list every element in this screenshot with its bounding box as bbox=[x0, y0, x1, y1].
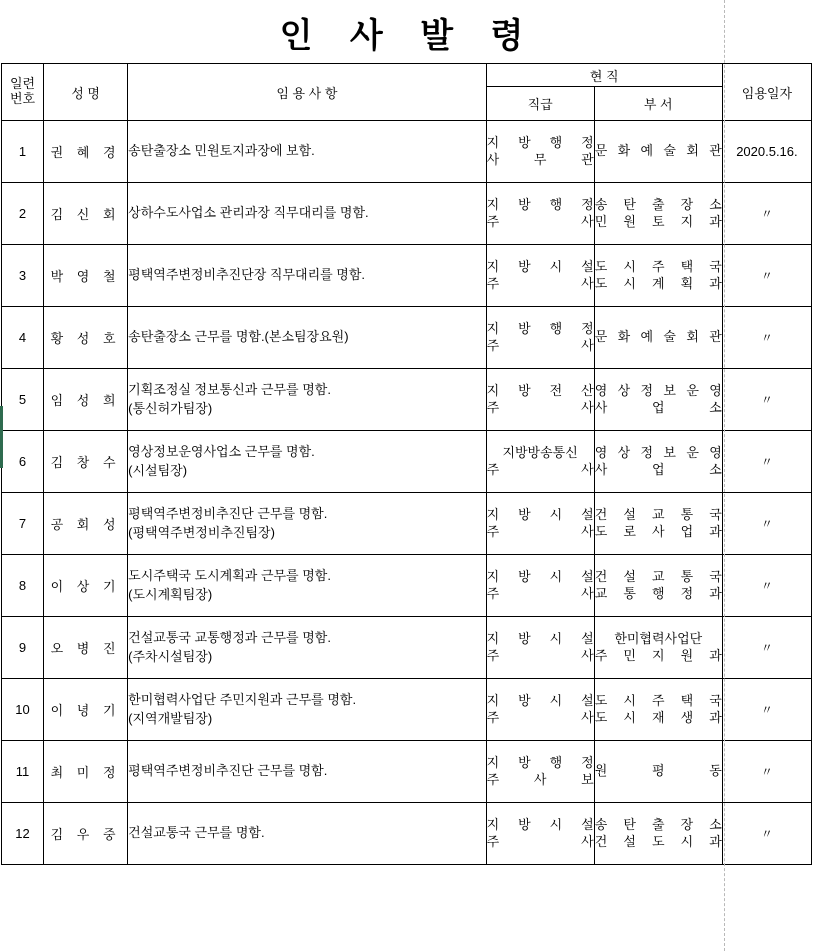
cell-dept bbox=[594, 183, 722, 245]
cell-text-part: 도 bbox=[594, 258, 608, 274]
table-row[interactable] bbox=[2, 679, 812, 741]
cell-no: 10 bbox=[2, 679, 44, 741]
cell-text-part: 업 bbox=[680, 523, 694, 539]
cell-text-part: 사 bbox=[581, 585, 594, 601]
cell-text-part: 도 bbox=[594, 523, 608, 539]
cell-text-part: 주 bbox=[486, 461, 500, 477]
cell-text-part: 지 bbox=[651, 647, 665, 663]
cell-date: 〃 bbox=[722, 555, 811, 617]
cell-text-part: 예 bbox=[640, 143, 654, 159]
cell-text-part: 업 bbox=[651, 461, 665, 477]
cell-text-part: 송 bbox=[594, 816, 608, 832]
cell-text-part: 출 bbox=[651, 196, 665, 212]
cell-text-part: 송 bbox=[594, 196, 608, 212]
cell-text-part: 시 bbox=[549, 506, 563, 522]
cell-grade bbox=[486, 679, 594, 741]
table-body bbox=[2, 121, 812, 865]
cell-description bbox=[128, 369, 486, 431]
cell-text-part: 민 bbox=[623, 647, 636, 663]
cell-text-part: 도 bbox=[594, 709, 608, 725]
description-main: 평택역주변정비추진단 근무를 명함. bbox=[128, 505, 328, 521]
cell-text-part: 택 bbox=[680, 692, 694, 708]
cell-text-part: 지 bbox=[486, 134, 500, 150]
cell-text-part: 예 bbox=[640, 329, 654, 345]
cell-no: 5 bbox=[2, 369, 44, 431]
cell-no: 6 bbox=[2, 431, 44, 493]
cell-dept bbox=[594, 121, 722, 183]
cell-description bbox=[128, 431, 486, 493]
cell-text-part: 건 bbox=[594, 833, 608, 849]
cell-text-part: 시 bbox=[549, 630, 563, 646]
cell-text-part: 탄 bbox=[623, 196, 636, 212]
cell-text-part: 과 bbox=[709, 523, 722, 539]
description-sub: (통신허가팀장) bbox=[128, 400, 213, 416]
cell-text-part: 국 bbox=[709, 692, 722, 708]
cell-description bbox=[128, 679, 486, 741]
cell-text-part: 방 bbox=[518, 754, 531, 770]
cell-text-part: 화 bbox=[617, 143, 631, 159]
cell-text-part: 방 bbox=[518, 196, 531, 212]
cell-grade bbox=[486, 803, 594, 865]
cell-text-part: 동 bbox=[709, 763, 722, 779]
cell-text-part: 설 bbox=[623, 568, 636, 584]
cell-text-part: 사 bbox=[594, 461, 608, 477]
cell-text-part: 회 bbox=[686, 143, 699, 159]
cell-text-part: 영 bbox=[709, 382, 722, 398]
header-date: 임용일자 bbox=[722, 64, 811, 121]
cell-text-part: 국 bbox=[709, 568, 722, 584]
cell-dept bbox=[594, 741, 722, 803]
cell-text-part: 주 bbox=[486, 337, 500, 353]
cell-text-part: 사 bbox=[581, 461, 594, 477]
cell-text-part: 소 bbox=[709, 196, 722, 212]
cell-text-part: 전 bbox=[549, 382, 563, 398]
cell-name: 이 녕 기 bbox=[44, 679, 128, 741]
cell-text-part: 계 bbox=[651, 275, 665, 291]
cell-date: 〃 bbox=[722, 183, 811, 245]
cell-description bbox=[128, 803, 486, 865]
cell-text-part: 보 bbox=[663, 444, 676, 460]
cell-text-part: 원 bbox=[594, 763, 608, 779]
cell-text-part: 보 bbox=[581, 771, 594, 787]
cell-name: 이 상 기 bbox=[44, 555, 128, 617]
cell-text-part: 정 bbox=[640, 444, 654, 460]
cell-text-part: 사 bbox=[581, 213, 594, 229]
cell-dept bbox=[594, 555, 722, 617]
header-name: 성 명 bbox=[44, 64, 128, 121]
description-main: 송탄출장소 민원토지과장에 보함. bbox=[128, 143, 315, 159]
cell-text-part: 정 bbox=[581, 134, 594, 150]
cell-text-part: 방 bbox=[518, 258, 531, 274]
page-title: 인 사 발 령 bbox=[279, 17, 538, 55]
cell-text-part: 지 bbox=[486, 506, 500, 522]
cell-text-part: 문 bbox=[594, 143, 608, 159]
table-row[interactable] bbox=[2, 369, 812, 431]
row-selection-marker bbox=[0, 406, 3, 468]
cell-no: 3 bbox=[2, 245, 44, 307]
cell-text-part: 정 bbox=[581, 196, 594, 212]
cell-date: 〃 bbox=[722, 369, 811, 431]
cell-text-part: 회 bbox=[686, 329, 699, 345]
cell-text-part: 탄 bbox=[623, 816, 636, 832]
cell-text-part: 시 bbox=[549, 568, 563, 584]
cell-name: 최 미 정 bbox=[44, 741, 128, 803]
cell-dept bbox=[594, 803, 722, 865]
cell-text-part: 방 bbox=[518, 816, 531, 832]
cell-text-part: 건 bbox=[594, 506, 608, 522]
cell-name: 황 성 호 bbox=[44, 307, 128, 369]
cell-text-part: 관 bbox=[709, 143, 722, 159]
cell-text-part: 국 bbox=[709, 506, 722, 522]
cell-text-part: 민 bbox=[594, 213, 608, 229]
cell-text-part: 사 bbox=[581, 399, 594, 415]
cell-text-part: 관 bbox=[709, 329, 722, 345]
cell-text-part: 주 bbox=[486, 833, 500, 849]
cell-text-part: 방 bbox=[518, 134, 531, 150]
cell-text-part: 재 bbox=[651, 709, 665, 725]
cell-text-part: 지방방송통신 bbox=[502, 444, 578, 460]
cell-text-part: 지 bbox=[486, 630, 500, 646]
cell-name: 임 성 희 bbox=[44, 369, 128, 431]
cell-text-part: 지 bbox=[486, 258, 500, 274]
cell-dept bbox=[594, 431, 722, 493]
cell-text-part: 원 bbox=[680, 647, 694, 663]
cell-text-part: 소 bbox=[709, 816, 722, 832]
cell-text-part: 통 bbox=[680, 568, 694, 584]
cell-text-part: 지 bbox=[486, 382, 500, 398]
cell-text-part: 화 bbox=[617, 329, 631, 345]
cell-text-part: 지 bbox=[486, 754, 500, 770]
table-row[interactable] bbox=[2, 121, 812, 183]
cell-text-part: 장 bbox=[680, 816, 694, 832]
cell-text-part: 방 bbox=[518, 506, 531, 522]
cell-text-part: 시 bbox=[623, 709, 636, 725]
cell-text-part: 사 bbox=[486, 151, 500, 167]
cell-no: 4 bbox=[2, 307, 44, 369]
cell-date: 〃 bbox=[722, 803, 811, 865]
description-main: 송탄출장소 근무를 명함.(본소팀장요원) bbox=[128, 329, 349, 345]
cell-text-part: 설 bbox=[581, 692, 594, 708]
cell-text-part: 지 bbox=[486, 196, 500, 212]
cell-date: 〃 bbox=[722, 493, 811, 555]
cell-text-part: 설 bbox=[623, 506, 636, 522]
header-dept: 부 서 bbox=[594, 87, 722, 121]
cell-text-part: 산 bbox=[581, 382, 594, 398]
cell-grade bbox=[486, 431, 594, 493]
cell-text-part: 주 bbox=[486, 647, 500, 663]
cell-text-part: 과 bbox=[709, 833, 722, 849]
cell-text-part: 출 bbox=[651, 816, 665, 832]
cell-no: 7 bbox=[2, 493, 44, 555]
cell-text-part: 행 bbox=[549, 196, 563, 212]
cell-grade bbox=[486, 741, 594, 803]
cell-description bbox=[128, 121, 486, 183]
description-sub: (평택역주변정비추진팀장) bbox=[128, 524, 275, 540]
cell-no: 9 bbox=[2, 617, 44, 679]
cell-text-part: 토 bbox=[651, 213, 665, 229]
description-sub: (도시계획팀장) bbox=[128, 586, 213, 602]
cell-text-part: 사 bbox=[581, 337, 594, 353]
cell-text-part: 통 bbox=[680, 506, 694, 522]
cell-name: 김 우 중 bbox=[44, 803, 128, 865]
cell-description bbox=[128, 307, 486, 369]
cell-text-part: 획 bbox=[680, 275, 694, 291]
cell-text-part: 사 bbox=[594, 399, 608, 415]
cell-text-part: 지 bbox=[680, 213, 694, 229]
cell-date: 〃 bbox=[722, 679, 811, 741]
cell-text-part: 설 bbox=[581, 630, 594, 646]
cell-text-part: 소 bbox=[709, 399, 722, 415]
cell-date: 〃 bbox=[722, 741, 811, 803]
description-main: 평택역주변정비추진단장 직무대리를 명함. bbox=[128, 267, 366, 283]
cell-name: 김 신 회 bbox=[44, 183, 128, 245]
cell-text-part: 주 bbox=[486, 771, 500, 787]
cell-text-part: 사 bbox=[651, 523, 665, 539]
cell-text-part: 지 bbox=[486, 816, 500, 832]
cell-text-part: 과 bbox=[709, 275, 722, 291]
cell-text-part: 상 bbox=[617, 382, 631, 398]
cell-dept bbox=[594, 307, 722, 369]
table-header bbox=[2, 64, 812, 121]
cell-grade bbox=[486, 183, 594, 245]
description-sub: (주차시설팀장) bbox=[128, 648, 213, 664]
cell-date: 2020.5.16. bbox=[722, 121, 811, 183]
cell-text-part: 설 bbox=[581, 568, 594, 584]
cell-text-part: 문 bbox=[594, 329, 608, 345]
cell-text-part: 소 bbox=[709, 461, 722, 477]
cell-no: 12 bbox=[2, 803, 44, 865]
table-row[interactable] bbox=[2, 555, 812, 617]
table-row[interactable] bbox=[2, 493, 812, 555]
cell-text-part: 교 bbox=[651, 568, 665, 584]
cell-text-part: 로 bbox=[623, 523, 636, 539]
cell-no: 2 bbox=[2, 183, 44, 245]
cell-text-part: 주 bbox=[486, 213, 500, 229]
cell-text-part: 방 bbox=[518, 382, 531, 398]
cell-dept bbox=[594, 245, 722, 307]
cell-grade bbox=[486, 617, 594, 679]
cell-description bbox=[128, 555, 486, 617]
cell-text-part: 행 bbox=[549, 320, 563, 336]
cell-text-part: 사 bbox=[581, 275, 594, 291]
cell-text-part: 무 bbox=[533, 151, 547, 167]
cell-text-part: 보 bbox=[663, 382, 676, 398]
cell-text-part: 행 bbox=[549, 754, 563, 770]
description-main: 도시주택국 도시계획과 근무를 명함. bbox=[128, 567, 331, 583]
cell-text-part: 상 bbox=[617, 444, 631, 460]
cell-text-part: 운 bbox=[686, 444, 699, 460]
cell-text-part: 시 bbox=[549, 692, 563, 708]
cell-text-part: 영 bbox=[709, 444, 722, 460]
cell-text-part: 교 bbox=[594, 585, 608, 601]
cell-text-part: 지 bbox=[486, 692, 500, 708]
cell-text-part: 설 bbox=[581, 506, 594, 522]
cell-date: 〃 bbox=[722, 245, 811, 307]
cell-text-part: 원 bbox=[623, 213, 636, 229]
cell-text-part: 설 bbox=[581, 258, 594, 274]
cell-text-part: 방 bbox=[518, 320, 531, 336]
cell-date: 〃 bbox=[722, 307, 811, 369]
cell-text-part: 건 bbox=[594, 568, 608, 584]
cell-name: 박 영 철 bbox=[44, 245, 128, 307]
cell-text-part: 사 bbox=[533, 771, 547, 787]
description-main: 한미협력사업단 주민지원과 근무를 명함. bbox=[128, 691, 357, 707]
cell-dept bbox=[594, 493, 722, 555]
cell-text-part: 주 bbox=[486, 275, 500, 291]
description-main: 건설교통국 교통행정과 근무를 명함. bbox=[128, 629, 331, 645]
cell-text-part: 과 bbox=[709, 213, 722, 229]
cell-text-part: 도 bbox=[594, 275, 608, 291]
cell-text-part: 시 bbox=[623, 258, 636, 274]
personnel-order-table bbox=[1, 63, 812, 865]
table-row[interactable] bbox=[2, 803, 812, 865]
description-sub: (시설팀장) bbox=[128, 462, 188, 478]
cell-text-part: 사 bbox=[581, 523, 594, 539]
cell-no: 8 bbox=[2, 555, 44, 617]
cell-text-part: 설 bbox=[623, 833, 636, 849]
cell-text-part: 운 bbox=[686, 382, 699, 398]
cell-text-part: 택 bbox=[680, 258, 694, 274]
description-main: 건설교통국 근무를 명함. bbox=[128, 825, 265, 841]
cell-no: 11 bbox=[2, 741, 44, 803]
cell-text-part: 과 bbox=[709, 709, 722, 725]
cell-grade bbox=[486, 307, 594, 369]
description-main: 기획조정실 정보통신과 근무를 명함. bbox=[128, 381, 331, 397]
cell-text-part: 시 bbox=[549, 816, 563, 832]
table-row[interactable] bbox=[2, 431, 812, 493]
header-grade: 직급 bbox=[486, 87, 594, 121]
cell-text-part: 시 bbox=[623, 692, 636, 708]
table-row[interactable] bbox=[2, 741, 812, 803]
cell-text-part: 주 bbox=[594, 647, 608, 663]
cell-text-part: 주 bbox=[651, 692, 665, 708]
cell-description bbox=[128, 245, 486, 307]
cell-dept bbox=[594, 679, 722, 741]
header-no: 일련 번호 bbox=[2, 64, 44, 121]
cell-description bbox=[128, 183, 486, 245]
cell-description bbox=[128, 617, 486, 679]
cell-text-part: 과 bbox=[709, 647, 722, 663]
header-current-position: 현 직 bbox=[486, 64, 722, 87]
cell-text-part: 도 bbox=[651, 833, 665, 849]
description-main: 평택역주변정비추진단 근무를 명함. bbox=[128, 763, 328, 779]
description-sub: (지역개발팀장) bbox=[128, 710, 213, 726]
cell-text-part: 국 bbox=[709, 258, 722, 274]
description-main: 상하수도사업소 관리과장 직무대리를 명함. bbox=[128, 205, 369, 221]
cell-text-part: 정 bbox=[680, 585, 694, 601]
cell-text-part: 교 bbox=[651, 506, 665, 522]
table-row[interactable] bbox=[2, 245, 812, 307]
cell-dept bbox=[594, 369, 722, 431]
cell-text-part: 정 bbox=[581, 754, 594, 770]
cell-dept bbox=[594, 617, 722, 679]
cell-text-part: 영 bbox=[594, 444, 608, 460]
cell-grade bbox=[486, 493, 594, 555]
description-main: 영상정보운영사업소 근무를 명함. bbox=[128, 443, 315, 459]
cell-text-part: 시 bbox=[623, 275, 636, 291]
cell-text-part: 주 bbox=[486, 399, 500, 415]
cell-text-part: 정 bbox=[581, 320, 594, 336]
header-description: 임 용 사 항 bbox=[128, 64, 486, 121]
cell-text-part: 과 bbox=[709, 585, 722, 601]
cell-grade bbox=[486, 121, 594, 183]
cell-grade bbox=[486, 369, 594, 431]
cell-text-part: 생 bbox=[680, 709, 694, 725]
cell-name: 권 혜 경 bbox=[44, 121, 128, 183]
cell-text-part: 방 bbox=[518, 692, 531, 708]
cell-text-part: 술 bbox=[663, 143, 676, 159]
cell-name: 공 회 성 bbox=[44, 493, 128, 555]
cell-text-part: 통 bbox=[623, 585, 636, 601]
cell-text-part: 장 bbox=[680, 196, 694, 212]
cell-text-part: 업 bbox=[651, 399, 665, 415]
cell-text-part: 방 bbox=[518, 630, 531, 646]
cell-text-part: 주 bbox=[486, 523, 500, 539]
cell-description bbox=[128, 741, 486, 803]
cell-grade bbox=[486, 245, 594, 307]
cell-text-part: 시 bbox=[680, 833, 694, 849]
cell-text-part: 사 bbox=[581, 709, 594, 725]
cell-text-part: 한미협력사업단 bbox=[614, 630, 703, 646]
cell-description bbox=[128, 493, 486, 555]
table-row[interactable] bbox=[2, 183, 812, 245]
cell-text-part: 행 bbox=[549, 134, 563, 150]
table-row[interactable] bbox=[2, 307, 812, 369]
cell-text-part: 평 bbox=[651, 763, 665, 779]
cell-text-part: 지 bbox=[486, 568, 500, 584]
table-row[interactable] bbox=[2, 617, 812, 679]
cell-text-part: 행 bbox=[651, 585, 665, 601]
cell-date: 〃 bbox=[722, 431, 811, 493]
cell-text-part: 사 bbox=[581, 647, 594, 663]
cell-text-part: 시 bbox=[549, 258, 563, 274]
cell-text-part: 술 bbox=[663, 329, 676, 345]
cell-text-part: 관 bbox=[581, 151, 594, 167]
cell-date: 〃 bbox=[722, 617, 811, 679]
cell-text-part: 정 bbox=[640, 382, 654, 398]
cell-name: 오 병 진 bbox=[44, 617, 128, 679]
cell-grade bbox=[486, 555, 594, 617]
cell-text-part: 방 bbox=[518, 568, 531, 584]
cell-text-part: 주 bbox=[486, 585, 500, 601]
cell-no: 1 bbox=[2, 121, 44, 183]
cell-text-part: 주 bbox=[651, 258, 665, 274]
cell-text-part: 지 bbox=[486, 320, 500, 336]
cell-name: 김 창 수 bbox=[44, 431, 128, 493]
cell-text-part: 설 bbox=[581, 816, 594, 832]
cell-text-part: 도 bbox=[594, 692, 608, 708]
cell-text-part: 주 bbox=[486, 709, 500, 725]
cell-text-part: 사 bbox=[581, 833, 594, 849]
cell-text-part: 영 bbox=[594, 382, 608, 398]
